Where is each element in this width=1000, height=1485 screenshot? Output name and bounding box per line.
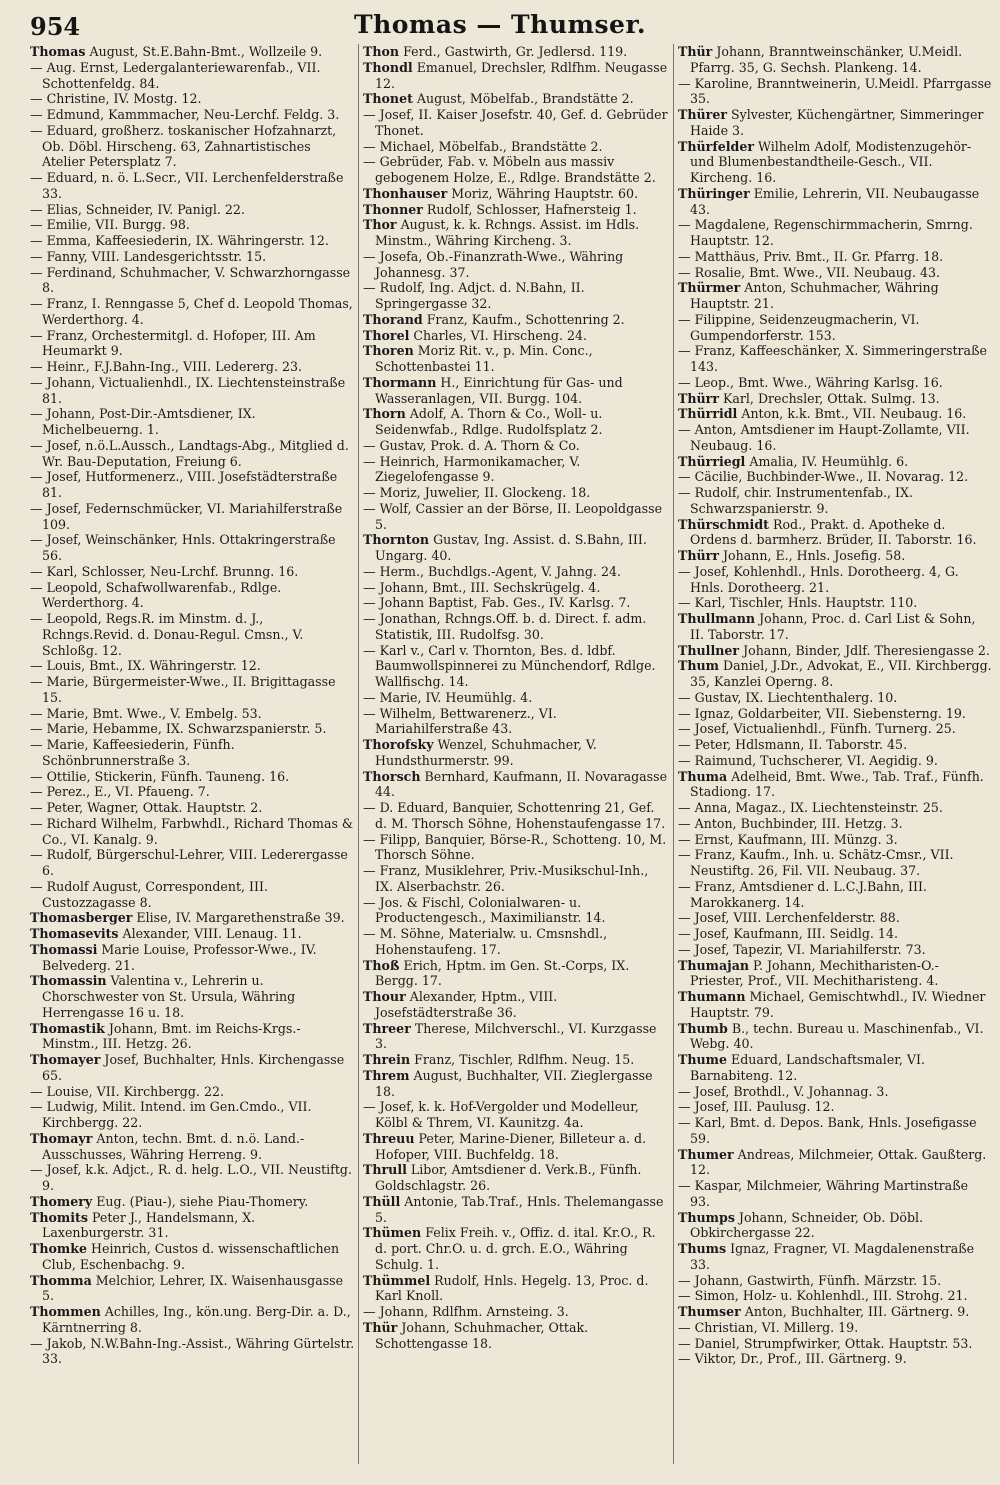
directory-entry: Thor August, k. k. Rchngs. Assist. im Hdls. Minstm., Währing Kircheng. 3. <box>363 217 640 248</box>
directory-entry: — Josef, Tapezir, VI. Mariahilferstr. 73. <box>678 941 926 957</box>
directory-entry: Threin Franz, Tischler, Rdlfhm. Neug. 15. <box>363 1052 635 1067</box>
directory-entry: — Heinrich, Harmonikamacher, V. Ziegelofengasse 9. <box>363 453 581 485</box>
directory-entry: — Filipp, Banquier, Börse-R., Schotteng. 10, M. Thorsch Söhne. <box>363 831 667 863</box>
directory-entry: Threuu Peter, Marine-Diener, Billeteur a. d. Hofoper, VIII. Buchfeldg. 18. <box>363 1130 647 1162</box>
directory-entry: Thürer Sylvester, Küchengärtner, Simmeringer Haide 3. <box>678 107 984 138</box>
surname-headword: Thümen <box>363 1225 422 1241</box>
directory-entry: — Josef, Victualienhdl., Fünfh. Turnerg. 25. <box>678 721 956 737</box>
surname-headword: Thorel <box>363 327 410 343</box>
directory-entry: Thomayer Josef, Buchhalter, Hnls. Kirchengasse 65. <box>30 1052 345 1083</box>
directory-entry: — Johann, Rdlfhm. Arnsteing. 3. <box>363 1304 569 1319</box>
surname-headword: Thomits <box>30 1209 88 1225</box>
directory-entry: Thommen Achilles, Ing., kön.ung. Berg-Dir. a. D., Kärntnerring 8. <box>30 1304 351 1335</box>
directory-entry: Thomas August, St.E.Bahn-Bmt., Wollzeile 9. <box>30 44 323 59</box>
directory-entry: Thomma Melchior, Lehrer, IX. Waisenhausgasse 5. <box>30 1272 344 1304</box>
directory-entry: Thür Johann, Branntweinschänker, U.Meidl. Pfarrg. 35, G. Sechsh. Plankeng. 14. <box>678 44 963 75</box>
surname-headword: Thürr <box>678 390 719 406</box>
surname-headword: Thullmann <box>678 611 756 626</box>
directory-entry: Thümmel Rudolf, Hnls. Hegelg. 13, Proc. d. Karl Knoll. <box>363 1272 649 1304</box>
directory-entry: — Cäcilie, Buchbinder-Wwe., II. Novarag. 12. <box>678 469 969 485</box>
directory-entry: Thomasberger Elise, IV. Margarethenstraße 39. <box>30 910 345 926</box>
directory-entry: Thrull Libor, Amtsdiener d. Verk.B., Fünfh. Goldschlagstr. 26. <box>363 1162 642 1193</box>
directory-entry: — Jonathan, Rchngs.Off. b. d. Direct. f. adm. Statistik, III. Rudolfsg. 30. <box>363 611 647 642</box>
directory-entry: Thüringer Emilie, Lehrerin, VII. Neubaugasse 43. <box>678 185 980 217</box>
surname-headword: Thuma <box>678 768 728 784</box>
directory-entry: — Josefa, Ob.-Finanzrath-Wwe., Währing Johannesg. 37. <box>363 248 624 280</box>
directory-entry: Thorand Franz, Kaufm., Schottenring 2. <box>363 311 625 327</box>
directory-entry: — Kaspar, Milchmeier, Währing Martinstraße 93. <box>678 1178 969 1209</box>
directory-entry: — Herm., Buchdlgs.-Agent, V. Jahng. 24. <box>363 563 621 579</box>
directory-entry: — Karl, Bmt. d. Depos. Bank, Hnls. Josefigasse 59. <box>678 1115 977 1146</box>
directory-entry: — Christian, VI. Millerg. 19. <box>678 1319 859 1335</box>
surname-headword: Thumb <box>678 1020 728 1036</box>
surname-headword: Threin <box>363 1052 411 1067</box>
surname-headword: Thon <box>363 44 400 59</box>
surname-headword: Thormann <box>363 374 437 390</box>
surname-headword: Thürfelder <box>678 138 754 154</box>
directory-entry: — Rudolf, chir. Instrumentenfab., IX. Schwarzspanierstr. 9. <box>678 485 913 516</box>
directory-entry: Thoß Erich, Hptm. im Gen. St.-Corps, IX. Bergg. 17. <box>363 957 630 989</box>
surname-headword: Thorsch <box>363 768 421 784</box>
directory-entry: — Matthäus, Priv. Bmt., II. Gr. Pfarrg. 18. <box>678 248 944 264</box>
directory-entry: — Louis, Bmt., IX. Währingerstr. 12. <box>30 658 261 674</box>
directory-entry: Thon Ferd., Gastwirth, Gr. Jedlersd. 119. <box>363 44 628 59</box>
directory-entry: Thornton Gustav, Ing. Assist. d. S.Bahn, III. Ungarg. 40. <box>363 532 647 563</box>
directory-entry: — M. Söhne, Materialw. u. Cmsnshdl., Hohenstaufeng. 17. <box>363 926 608 957</box>
running-head: Thomas — Thumser. <box>353 10 647 39</box>
directory-entry: — Josef, Federnschmücker, VI. Mariahilferstraße 109. <box>30 500 343 532</box>
directory-entry: — Louise, VII. Kirchbergg. 22. <box>30 1083 224 1099</box>
directory-entry: — Johann, Post-Dir.-Amtsdiener, IX. Michelbeuerng. 1. <box>30 406 256 437</box>
directory-entry: Threm August, Buchhalter, VII. Zieglergasse 18. <box>363 1067 653 1099</box>
directory-entry: — Ernst, Kaufmann, III. Münzg. 3. <box>678 831 898 847</box>
surname-headword: Thorofsky <box>363 737 434 752</box>
directory-entry: Thürfelder Wilhelm Adolf, Modistenzugehör- und Blumenbestandtheile-Gesch., VII. Kircheng. 16. <box>678 138 972 185</box>
directory-entry: Thürr Karl, Drechsler, Ottak. Sulmg. 13. <box>678 390 940 406</box>
directory-entry: Thormann H., Einrichtung für Gas- und Wasseranlagen, VII. Burgg. 104. <box>363 374 623 406</box>
directory-entry: — Josef, III. Paulusg. 12. <box>678 1099 835 1115</box>
directory-entry: — Ludwig, Milit. Intend. im Gen.Cmdo., VII. Kirchbergg. 22. <box>30 1099 312 1130</box>
page-number: 954 <box>30 12 81 41</box>
surname-headword: Thüringer <box>678 185 750 201</box>
directory-entry: — Marie, Hebamme, IX. Schwarzspanierstr. 5. <box>30 721 327 737</box>
directory-entry: — Jos. & Fischl, Colonialwaren- u. Productengesch., Maximilianstr. 14. <box>363 894 606 926</box>
surname-headword: Thürridl <box>678 406 738 422</box>
directory-entry: Thonhauser Moriz, Währing Hauptstr. 60. <box>363 185 639 201</box>
surname-headword: Thümmel <box>363 1272 431 1288</box>
surname-headword: Thumps <box>678 1209 735 1225</box>
directory-entry: — Josef, Kaufmann, III. Seidlg. 14. <box>678 926 898 941</box>
directory-entry: — Elias, Schneider, IV. Panigl. 22. <box>30 201 245 217</box>
directory-entry: — Franz, Amtsdiener d. L.C.J.Bahn, III. Marokkanerg. 14. <box>678 878 927 910</box>
directory-entry: — Johann Baptist, Fab. Ges., IV. Karlsg. 7. <box>363 595 631 611</box>
surname-headword: Thondl <box>363 59 413 75</box>
surname-headword: Thume <box>678 1052 728 1067</box>
directory-entry: — Karl, Schlosser, Neu-Lrchf. Brunng. 16. <box>30 563 299 579</box>
directory-entry: — Gustav, Prok. d. A. Thorn & Co. <box>363 437 580 453</box>
directory-entry: Thume Eduard, Landschaftsmaler, VI. Barnabiteng. 12. <box>678 1052 926 1083</box>
directory-entry: Thonet August, Möbelfab., Brandstätte 2. <box>363 91 634 107</box>
directory-entry: Thüll Antonie, Tab.Traf., Hnls. Thelemangasse 5. <box>363 1193 664 1225</box>
directory-entry: Thümen Felix Freih. v., Offiz. d. ital. Kr.O., R. d. port. Chr.O. u. d. grch. E.O., Währing Schulg. 1. <box>363 1225 656 1272</box>
surname-headword: Thomas <box>30 44 86 59</box>
surname-headword: Thums <box>678 1241 727 1256</box>
directory-entry: — Johann, Bmt., III. Sechskrügelg. 4. <box>363 579 601 595</box>
directory-entry: — Emilie, VII. Burgg. 98. <box>30 217 190 233</box>
surname-headword: Threm <box>363 1067 410 1083</box>
surname-headword: Thorand <box>363 311 423 327</box>
directory-entry: — Leopold, Schafwollwarenfab., Rdlge. Werderthorg. 4. <box>30 579 282 611</box>
directory-entry: — Ottilie, Stickerin, Fünfh. Tauneng. 16. <box>30 768 290 784</box>
directory-entry: — Emma, Kaffeesiederin, IX. Währingerstr. 12. <box>30 233 329 248</box>
directory-entry: — Josef, Brothdl., V. Johannag. 3. <box>678 1083 889 1099</box>
directory-entry: — Perez., E., VI. Pfaueng. 7. <box>30 784 210 800</box>
directory-entry: — Leopold, Regs.R. im Minstm. d. J., Rchngs.Revid. d. Donau-Regul. Cmsn., V. Schloßg. 12. <box>30 611 304 658</box>
directory-entry: — Viktor, Dr., Prof., III. Gärtnerg. 9. <box>678 1351 907 1367</box>
surname-headword: Thürer <box>678 107 727 122</box>
surname-headword: Thumajan <box>678 957 750 973</box>
directory-entry: Thorel Charles, VI. Hirscheng. 24. <box>363 327 587 343</box>
surname-headword: Thomassin <box>30 973 107 989</box>
surname-headword: Thomasevits <box>30 926 119 941</box>
directory-entry: — Karl, Tischler, Hnls. Hauptstr. 110. <box>678 595 918 611</box>
directory-entry: — Peter, Hdlsmann, II. Taborstr. 45. <box>678 737 908 752</box>
directory-entry: — Josef, VIII. Lerchenfelderstr. 88. <box>678 910 900 926</box>
directory-entry: Thums Ignaz, Fragner, VI. Magdalenenstraße 33. <box>678 1241 975 1272</box>
directory-entry: — Franz, I. Renngasse 5, Chef d. Leopold Thomas, Werderthorg. 4. <box>30 296 353 327</box>
surname-headword: Thumser <box>678 1304 741 1319</box>
directory-entry: — Josef, II. Kaiser Josefstr. 40, Gef. d. Gebrüder Thonet. <box>363 107 668 138</box>
surname-headword: Thomma <box>30 1272 92 1288</box>
directory-entry: Thumann Michael, Gemischtwhdl., IV. Wiedner Hauptstr. 79. <box>678 989 986 1020</box>
directory-entry: — Marie, IV. Heumühlg. 4. <box>363 689 533 705</box>
directory-entry: Thorofsky Wenzel, Schuhmacher, V. Hundsthurmerstr. 99. <box>363 737 597 768</box>
surname-headword: Thumann <box>678 989 746 1004</box>
directory-entry: — Michael, Möbelfab., Brandstätte 2. <box>363 138 603 154</box>
directory-entry: Threer Therese, Milchverschl., VI. Kurzgasse 3. <box>363 1020 657 1052</box>
directory-columns <box>30 44 992 1464</box>
surname-headword: Thonet <box>363 91 413 107</box>
directory-entry: Thomke Heinrich, Custos d. wissenschaftlichen Club, Eschenbachg. 9. <box>30 1241 340 1272</box>
directory-entry: — Moriz, Juwelier, II. Glockeng. 18. <box>363 485 591 500</box>
surname-headword: Thürriegl <box>678 453 746 469</box>
directory-entry: Thomayr Anton, techn. Bmt. d. n.ö. Land.-Ausschusses, Währing Herreng. 9. <box>30 1130 305 1162</box>
directory-column-1 <box>30 44 355 1464</box>
directory-entry: Thondl Emanuel, Drechsler, Rdlfhm. Neugasse 12. <box>363 59 668 91</box>
directory-entry: — Marie, Bmt. Wwe., V. Embelg. 53. <box>30 705 262 721</box>
surname-headword: Thomastik <box>30 1020 105 1036</box>
directory-entry: — Anna, Magaz., IX. Liechtensteinstr. 25. <box>678 800 943 815</box>
directory-entry: — Karl v., Carl v. Thornton, Bes. d. ldbf. Baumwollspinnerei zu Münchendorf, Rdlge. Wallfischg. 14. <box>363 642 656 689</box>
surname-headword: Thürr <box>678 548 719 563</box>
directory-entry: Thürridl Anton, k.k. Bmt., VII. Neubaug. 16. <box>678 406 967 422</box>
surname-headword: Thonner <box>363 201 423 217</box>
directory-entry: — Raimund, Tuchscherer, VI. Aegidig. 9. <box>678 752 938 768</box>
directory-entry: — Johann, Gastwirth, Fünfh. Märzstr. 15. <box>678 1272 942 1288</box>
directory-entry: — Josef, Weinschänker, Hnls. Ottakringerstraße 56. <box>30 532 336 563</box>
directory-column-3 <box>673 44 992 1464</box>
directory-entry: — Rudolf, Ing. Adjct. d. N.Bahn, II. Springergasse 32. <box>363 280 585 311</box>
surname-headword: Thomke <box>30 1241 87 1256</box>
directory-entry: — Peter, Wagner, Ottak. Hauptstr. 2. <box>30 800 263 815</box>
directory-entry: — Rudolf, Bürgerschul-Lehrer, VIII. Lederergasse 6. <box>30 847 348 878</box>
directory-entry: — Ferdinand, Schuhmacher, V. Schwarzhorngasse 8. <box>30 264 351 296</box>
directory-entry: Thour Alexander, Hptm., VIII. Josefstädterstraße 36. <box>363 989 558 1020</box>
surname-headword: Thomasberger <box>30 910 133 926</box>
directory-entry: Thomassin Valentina v., Lehrerin u. Chorschwester von St. Ursula, Währing Herrengasse 16 u. 18. <box>30 973 296 1020</box>
directory-entry: Thürr Johann, E., Hnls. Josefig. 58. <box>678 548 906 563</box>
directory-entry: Thullner Johann, Binder, Jdlf. Theresiengasse 2. <box>678 642 990 658</box>
directory-entry: Thumps Johann, Schneider, Ob. Döbl. Obkirchergasse 22. <box>678 1209 924 1241</box>
surname-headword: Thonhauser <box>363 185 448 201</box>
directory-entry: — Leop., Bmt. Wwe., Währing Karlsg. 16. <box>678 374 943 390</box>
directory-entry: — Josef, n.ö.L.Aussch., Landtags-Abg., Mitglied d. Wr. Bau-Deputation, Freiung 6. <box>30 437 349 469</box>
surname-headword: Thullner <box>678 642 740 658</box>
directory-entry: — D. Eduard, Banquier, Schottenring 21, Gef. d. M. Thorsch Söhne, Hohenstaufengasse 17. <box>363 800 666 831</box>
directory-entry: — Eduard, großherz. toskanischer Hofzahnarzt, Ob. Döbl. Hirscheng. 63, Zahnartistisches Atelier Petersplatz 7. <box>30 122 337 170</box>
directory-entry: Thorsch Bernhard, Kaufmann, II. Novaragasse 44. <box>363 768 668 800</box>
directory-entry: — Rosalie, Bmt. Wwe., VII. Neubaug. 43. <box>678 264 941 280</box>
surname-headword: Thrull <box>363 1162 407 1178</box>
directory-entry: Thum Daniel, J.Dr., Advokat, E., VII. Kirchbergg. 35, Kanzlei Operng. 8. <box>678 658 992 689</box>
directory-entry: — Wolf, Cassier an der Börse, II. Leopoldgasse 5. <box>363 500 663 532</box>
directory-entry: — Anton, Buchbinder, III. Hetzg. 3. <box>678 815 903 831</box>
directory-entry: — Jakob, N.W.Bahn-Ing.-Assist., Währing Gürtelstr. 33. <box>30 1335 355 1367</box>
directory-entry: — Simon, Holz- u. Kohlenhdl., III. Strohg. 21. <box>678 1288 968 1304</box>
directory-entry: Thürriegl Amalia, IV. Heumühlg. 6. <box>678 453 909 469</box>
directory-entry: — Filippine, Seidenzeugmacherin, VI. Gumpendorferstr. 153. <box>678 311 920 343</box>
directory-entry: — Heinr., F.J.Bahn-Ing., VIII. Ledererg. 23. <box>30 359 303 374</box>
directory-entry: — Fanny, VIII. Landesgerichtsstr. 15. <box>30 248 267 264</box>
directory-entry: Thullmann Johann, Proc. d. Carl List & Sohn, II. Taborstr. 17. <box>678 611 976 642</box>
surname-headword: Thürmer <box>678 280 741 296</box>
directory-entry: — Franz, Musiklehrer, Priv.-Musikschul-Inh., IX. Alserbachstr. 26. <box>363 863 649 894</box>
directory-entry: — Josef, Hutformenerz., VIII. Josefstädterstraße 81. <box>30 469 338 500</box>
directory-entry: — Marie, Kaffeesiederin, Fünfh. Schönbrunnerstraße 3. <box>30 737 235 768</box>
directory-entry: — Gustav, IX. Liechtenthalerg. 10. <box>678 689 898 705</box>
directory-entry: Thumser Anton, Buchhalter, III. Gärtnerg. 9. <box>678 1304 970 1319</box>
directory-entry: Thonner Rudolf, Schlosser, Hafnersteig 1. <box>363 201 637 217</box>
directory-entry: Thomastik Johann, Bmt. im Reichs-Krgs.-Minstm., III. Hetzg. 26. <box>30 1020 301 1052</box>
directory-entry: — Anton, Amtsdiener im Haupt-Zollamte, VII. Neubaug. 16. <box>678 422 970 453</box>
surname-headword: Thürschmidt <box>678 516 769 532</box>
surname-headword: Threuu <box>363 1130 415 1146</box>
directory-entry: Thür Johann, Schuhmacher, Ottak. Schottengasse 18. <box>363 1319 589 1351</box>
directory-entry: — Josef, k. k. Hof-Vergolder und Modelleur, Kölbl & Threm, VI. Kaunitzg. 4a. <box>363 1099 639 1130</box>
directory-entry: — Franz, Orchestermitgl. d. Hofoper, III. Am Heumarkt 9. <box>30 327 316 359</box>
directory-entry: — Rudolf August, Correspondent, III. Custozzagasse 8. <box>30 878 268 910</box>
surname-headword: Thoß <box>363 957 400 973</box>
directory-entry: — Christine, IV. Mostg. 12. <box>30 91 202 107</box>
directory-entry: — Daniel, Strumpfwirker, Ottak. Hauptstr. 53. <box>678 1335 973 1351</box>
surname-headword: Thomery <box>30 1193 93 1209</box>
directory-entry: — Josef, Kohlenhdl., Hnls. Dorotheerg. 4, G. Hnls. Dorotheerg. 21. <box>678 563 959 595</box>
directory-column-2 <box>358 44 670 1464</box>
surname-headword: Threer <box>363 1020 411 1036</box>
directory-entry: — Eduard, n. ö. L.Secr., VII. Lerchenfelderstraße 33. <box>30 170 344 201</box>
directory-entry: Thomasevits Alexander, VIII. Lenaug. 11. <box>30 926 302 941</box>
directory-entry: Thomery Eug. (Piau-), siehe Piau-Thomery. <box>30 1193 309 1209</box>
surname-headword: Thumer <box>678 1146 734 1162</box>
directory-entry: — Marie, Bürgermeister-Wwe., II. Brigittagasse 15. <box>30 674 336 705</box>
directory-entry: — Franz, Kaufm., Inh. u. Schätz-Cmsr., VII. Neustiftg. 26, Fil. VII. Neubaug. 37. <box>678 847 954 878</box>
directory-entry: Thomassi Marie Louise, Professor-Wwe., IV. Belvederg. 21. <box>30 941 317 973</box>
directory-entry: — Wilhelm, Bettwarenerz., VI. Mariahilferstraße 43. <box>363 705 557 737</box>
directory-entry: — Edmund, Kammmacher, Neu-Lerchf. Feldg. 3. <box>30 107 340 122</box>
directory-entry: Thürschmidt Rod., Prakt. d. Apotheke d. Ordens d. barmherz. Brüder, II. Taborstr. 16. <box>678 516 977 548</box>
surname-headword: Thum <box>678 658 720 674</box>
page-header <box>10 8 990 42</box>
directory-entry: Thürmer Anton, Schuhmacher, Währing Hauptstr. 21. <box>678 280 939 311</box>
surname-headword: Thomassi <box>30 941 98 957</box>
directory-entry: Thomits Peter J., Handelsmann, X. Laxenburgerstr. 31. <box>30 1209 256 1241</box>
directory-entry: — Ignaz, Goldarbeiter, VII. Siebensterng. 19. <box>678 705 966 721</box>
surname-headword: Thoren <box>363 343 414 359</box>
directory-entry: Thumajan P. Johann, Mechitharisten-O.-Priester, Prof., VII. Mechitharisteng. 4. <box>678 957 939 989</box>
directory-entry: Thumb B., techn. Bureau u. Maschinenfab., VI. Webg. 40. <box>678 1020 984 1052</box>
directory-entry: Thorn Adolf, A. Thorn & Co., Woll- u. Seidenwfab., Rdlge. Rudolfsplatz 2. <box>363 406 603 437</box>
surname-headword: Thür <box>678 44 713 59</box>
surname-headword: Thornton <box>363 532 430 548</box>
directory-entry: — Johann, Victualienhdl., IX. Liechtensteinstraße 81. <box>30 374 346 406</box>
directory-entry: — Karoline, Branntweinerin, U.Meidl. Pfarrgasse 35. <box>678 75 992 107</box>
surname-headword: Thour <box>363 989 406 1004</box>
directory-entry: Thumer Andreas, Milchmeier, Ottak. Gaußterg. 12. <box>678 1146 987 1178</box>
directory-entry: — Richard Wilhelm, Farbwhdl., Richard Thomas & Co., VI. Kanalg. 9. <box>30 815 354 847</box>
directory-entry: Thuma Adelheid, Bmt. Wwe., Tab. Traf., Fünfh. Stadiong. 17. <box>678 768 984 800</box>
surname-headword: Thür <box>363 1319 398 1335</box>
surname-headword: Thomayer <box>30 1052 101 1067</box>
directory-entry: — Magdalene, Regenschirmmacherin, Smrng. Hauptstr. 12. <box>678 217 973 248</box>
directory-entry: — Franz, Kaffeeschänker, X. Simmeringerstraße 143. <box>678 343 987 374</box>
surname-headword: Thomayr <box>30 1130 93 1146</box>
surname-headword: Thommen <box>30 1304 101 1319</box>
surname-headword: Thorn <box>363 406 406 422</box>
directory-entry: — Gebrüder, Fab. v. Möbeln aus massiv gebogenem Holze, E., Rdlge. Brandstätte 2. <box>363 154 656 185</box>
directory-entry: Thoren Moriz Rit. v., p. Min. Conc., Schottenbastei 11. <box>363 343 593 374</box>
surname-headword: Thor <box>363 217 397 233</box>
directory-entry: — Josef, k.k. Adjct., R. d. helg. L.O., VII. Neustiftg. 9. <box>30 1162 352 1193</box>
directory-entry: — Aug. Ernst, Ledergalanteriewarenfab., VII. Schottenfeldg. 84. <box>30 59 321 91</box>
surname-headword: Thüll <box>363 1193 401 1209</box>
